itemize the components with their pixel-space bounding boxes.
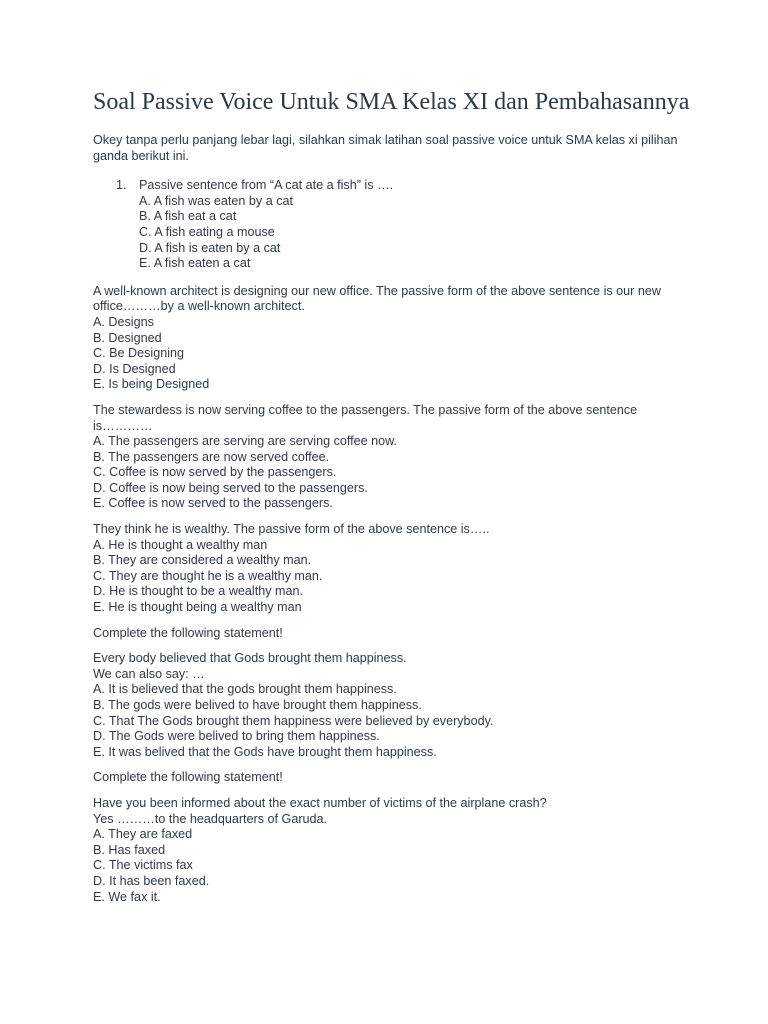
answer-option: A. It is believed that the gods brought them happiness. bbox=[93, 682, 397, 697]
answer-option: D. It has been faxed. bbox=[93, 873, 210, 888]
question-6-instruction: Complete the following statement! bbox=[93, 770, 283, 785]
answer-option: C. A fish eating a mouse bbox=[139, 224, 275, 239]
question-number: 1. bbox=[116, 178, 127, 193]
question-text: Passive sentence from “A cat ate a fish” is …. bbox=[139, 178, 394, 193]
question-text: Yes ………to the headquarters of Garuda. bbox=[93, 811, 328, 826]
question-4 bbox=[93, 522, 693, 616]
answer-option: A. Designs bbox=[93, 314, 154, 329]
answer-option: E. He is thought being a wealthy man bbox=[93, 600, 302, 615]
question-text: The stewardess is now serving coffee to the passengers. The passive form of the above sentence is………… bbox=[93, 402, 641, 433]
answer-option: C. That The Gods brought them happiness were believed by everybody. bbox=[93, 713, 494, 728]
answer-option: E. Is being Designed bbox=[93, 377, 210, 392]
answer-option: D. The Gods were belived to bring them happiness. bbox=[93, 729, 380, 744]
answer-option: C. Be Designing bbox=[93, 346, 185, 361]
answer-option: E. It was belived that the Gods have brought them happiness. bbox=[93, 744, 437, 759]
answer-option: E. Coffee is now served to the passengers. bbox=[93, 496, 333, 511]
answer-option: A. A fish was eaten by a cat bbox=[139, 193, 294, 208]
answer-option: A. The passengers are serving are serving coffee now. bbox=[93, 434, 398, 449]
question-6 bbox=[93, 796, 693, 905]
question-2 bbox=[93, 284, 693, 393]
answer-option: D. Is Designed bbox=[93, 361, 176, 376]
document-title: Soal Passive Voice Untuk SMA Kelas XI dan Pembahasannya bbox=[93, 89, 690, 115]
document-page bbox=[93, 88, 693, 915]
question-5-instruction: Complete the following statement! bbox=[93, 625, 283, 640]
question-1 bbox=[93, 178, 693, 272]
answer-option: B. A fish eat a cat bbox=[139, 209, 237, 224]
answer-option: D. A fish is eaten by a cat bbox=[139, 240, 281, 255]
question-text: We can also say: … bbox=[93, 666, 205, 681]
answer-option: B. Designed bbox=[93, 330, 162, 345]
answer-option: A. He is thought a wealthy man bbox=[93, 537, 268, 552]
question-text: They think he is wealthy. The passive form of the above sentence is….. bbox=[93, 522, 490, 537]
answer-option: D. He is thought to be a wealthy man. bbox=[93, 584, 304, 599]
question-3 bbox=[93, 403, 693, 512]
answer-option: A. They are faxed bbox=[93, 827, 193, 842]
answer-option: E. A fish eaten a cat bbox=[139, 256, 251, 271]
question-5 bbox=[93, 651, 693, 760]
answer-option: B. The gods were belived to have brought them happiness. bbox=[93, 698, 422, 712]
answer-option: B. Has faxed bbox=[93, 842, 166, 857]
question-text: Every body believed that Gods brought them happiness. bbox=[93, 651, 407, 666]
answer-option: E. We fax it. bbox=[93, 889, 161, 904]
answer-option: B. They are considered a wealthy man. bbox=[93, 553, 312, 568]
question-text: Have you been informed about the exact number of victims of the airplane crash? bbox=[93, 795, 547, 810]
answer-option: C. They are thought he is a wealthy man. bbox=[93, 568, 323, 583]
answer-option: B. The passengers are now served coffee. bbox=[93, 449, 330, 464]
answer-option: C. The victims fax bbox=[93, 858, 193, 873]
intro-paragraph: Okey tanpa perlu panjang lebar lagi, silahkan simak latihan soal passive voice untuk SMA kelas xi pilihan ganda berikut ini. bbox=[93, 133, 678, 163]
answer-option: C. Coffee is now served by the passengers. bbox=[93, 465, 337, 480]
question-text: A well-known architect is designing our new office. The passive form of the above sentence is our new office………by a well-known architect. bbox=[93, 283, 665, 314]
answer-option: D. Coffee is now being served to the passengers. bbox=[93, 480, 368, 495]
